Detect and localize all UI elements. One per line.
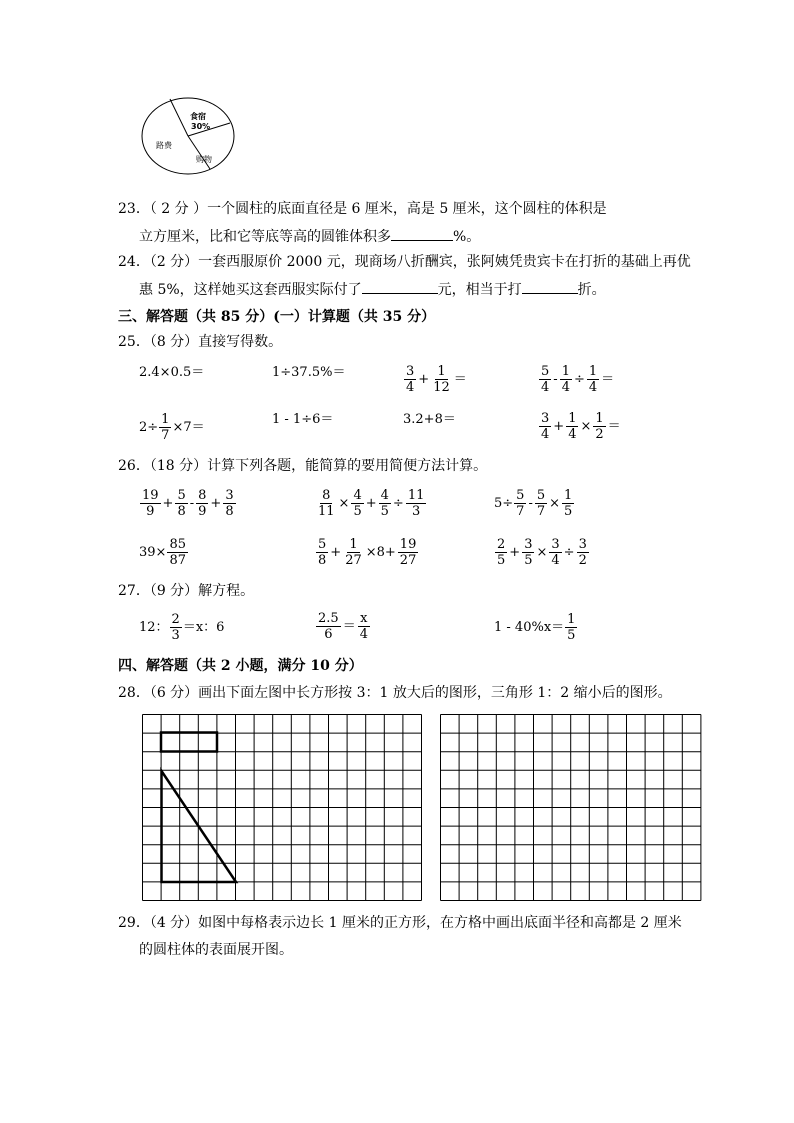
q27-expr2: $\frac{2.5}{6}$ ＝ $\frac{x}{4}$ xyxy=(318,611,368,642)
left-grid xyxy=(142,714,422,902)
q25-expr2: 1÷37.5%＝ xyxy=(272,365,346,380)
q25-expr6: 1 - 1÷6＝ xyxy=(272,412,334,427)
pie-label-food-pct: 30% xyxy=(191,122,211,131)
right-grid[interactable] xyxy=(440,714,704,902)
q26-expr1: $\frac{19}{9}$ + $\frac{5}{8}$ - $\frac{8}{9}$ + $\frac{3}{8}$ xyxy=(142,488,234,519)
q29-line1: 29．（4 分）如图中每格表示边长 1 厘米的正方形，在方格中画出底面半径和高都是 2 厘米 xyxy=(118,915,682,931)
q25-expr1: 2.4×0.5＝ xyxy=(139,365,205,380)
q25-expr4: $\frac{5}{4}$ - $\frac{1}{4}$ ÷ $\frac{1}{4}$ ＝ xyxy=(541,364,615,395)
q25-expr5: 2÷ $\frac{1}{7}$ ×7＝ xyxy=(139,412,205,443)
pie-label-travel: 路费 xyxy=(156,141,172,150)
section4-title: 四、解答题（共 2 小题，满分 10 分） xyxy=(118,658,363,674)
q26-expr5: $\frac{5}{8}$ + $\frac{1}{27}$ ×8+ $\frac{19}{27}$ xyxy=(318,537,417,568)
q26-expr3: 5÷ $\frac{5}{7}$ - $\frac{5}{7}$ × $\frac{1}{5}$ xyxy=(494,488,573,519)
q23-line1: 23．（ 2 分 ）一个圆柱的底面直径是 6 厘米，高是 5 厘米，这个圆柱的体积是 xyxy=(118,201,607,217)
section3-title: 三、解答题（共 85 分）(一）计算题（共 35 分） xyxy=(118,309,436,325)
q23-line2: 立方厘米，比和它等底等高的圆锥体积多 %。 xyxy=(139,226,480,246)
pie-label-food: 食宿 xyxy=(190,112,206,121)
rectangle-shape xyxy=(161,733,217,752)
q24-line2: 惠 5%，这样她买这套西服实际付了 元，相当于打 折。 xyxy=(139,279,606,299)
pie-chart xyxy=(138,96,238,176)
q27-expr3: 1 - 40%x＝ $\frac{1}{5}$ xyxy=(494,612,576,643)
q26-title: 26．（18 分）计算下列各题，能简算的要用简便方法计算。 xyxy=(118,458,488,474)
q26-expr2: $\frac{8}{11}$ × $\frac{4}{5}$ + $\frac{4}{5}$ ÷ $\frac{11}{3}$ xyxy=(318,488,425,519)
pie-label-shopping: 购物 xyxy=(196,155,212,164)
q28-title: 28．（6 分）画出下面左图中长方形按 3：1 放大后的图形，三角形 1：2 缩小后的图形。 xyxy=(118,685,672,701)
q25-expr3: $\frac{3}{4}$ + $\frac{1}{12}$ ＝ xyxy=(406,364,467,395)
q25-title: 25．（8 分）直接写得数。 xyxy=(118,334,283,350)
q25-expr8: $\frac{3}{4}$ + $\frac{1}{4}$ × $\frac{1}{2}$ ＝ xyxy=(541,411,621,442)
q26-expr6: $\frac{2}{5}$ + $\frac{3}{5}$ × $\frac{3}{4}$ ÷ $\frac{3}{2}$ xyxy=(497,537,587,568)
q24-line1: 24．（2 分）一套西服原价 2000 元，现商场八折酬宾，张阿姨凭贵宾卡在打折的基础上再优 xyxy=(118,254,691,270)
q24-blank-discount[interactable] xyxy=(522,279,578,294)
q23-blank[interactable] xyxy=(391,226,453,241)
q26-expr4: 39× $\frac{85}{87}$ xyxy=(139,537,186,568)
q27-title: 27．（9 分）解方程。 xyxy=(118,583,255,599)
q29-line2: 的圆柱体的表面展开图。 xyxy=(139,942,293,958)
q27-expr1: 12： $\frac{2}{3}$ ＝x：6 xyxy=(139,612,225,643)
q25-expr7: 3.2+8＝ xyxy=(403,412,456,427)
q24-blank-price[interactable] xyxy=(362,279,438,294)
